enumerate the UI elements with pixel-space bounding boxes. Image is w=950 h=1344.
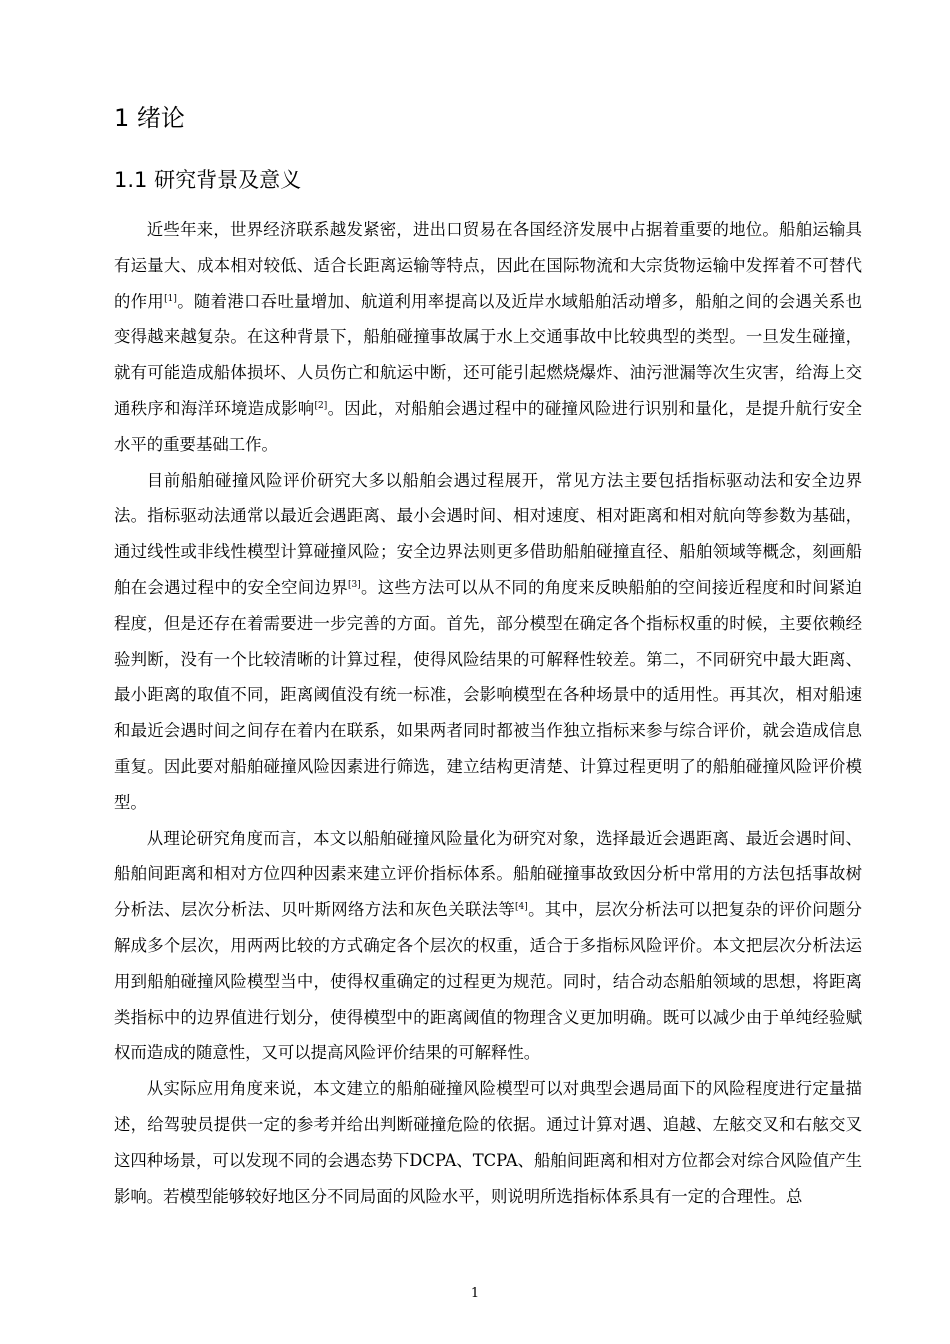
body-text [114,212,862,1214]
paragraph-text: 从实际应用角度来说，本文建立的船舶碰撞风险模型可以对典型会遇局面下的风险程度进行定量描述，给驾驶员提供一定的参考并给出判断碰撞危险的依据。通过计算对遇、追越、左舷交叉和右舷交叉这四种场景，可以发现不同的会遇态势下DCPA、TCPA、船舶间距离和相对方位都会对综合风险值产生影响。若模型能够较好地区分不同局面的风险水平，则说明所选指标体系具有一定的合理性。总 [114,1079,862,1206]
paragraph-text: 近些年来，世界经济联系越发紧密，进出口贸易在各国经济发展中占据着重要的地位。船舶运输具有运量大、成本相对较低、适合长距离运输等特点，因此在国际物流和大宗货物运输中发挥着不可替代的作用 [114,220,862,311]
paragraph-text: 。随着港口吞吐量增加、航道利用率提高以及近岸水域船舶活动增多，船舶之间的会遇关系也变得越来越复杂。在这种背景下，船舶碰撞事故属于水上交通事故中比较典型的类型。一旦发生碰撞，就有可能造成船体损坏、人员伤亡和航运中断，还可能引起燃烧爆炸、油污泄漏等次生灾害，给海上交通秩序和海洋环境造成影响 [114,291,863,418]
section-title: 1.1 研究背景及意义 [114,168,302,192]
citation-marker: [4] [515,902,528,913]
citation-marker: [3] [347,579,361,590]
paragraph-text: 。这些方法可以从不同的角度来反映船舶的空间接近程度和时间紧迫程度，但是还存在着需要进一步完善的方面。首先，部分模型在确定各个指标权重的时候，主要依赖经验判断，没有一个比较清晰的计算过程，使得风险结果的可解释性较差。第二，不同研究中最大距离、最小距离的取值不同，距离阈值没有统一标准，会影响模型在各种场景中的适用性。再其次，相对船速和最近会遇时间之间存在着内在联系，如果两者同时都被当作独立指标来参与综合评价，就会造成信息重复。因此要对船舶碰撞风险因素进行筛选，建立结构更清楚、计算过程更明了的船舶碰撞风险评价模型。 [114,577,863,812]
page-number: 1 [470,1286,480,1301]
paragraph-text: 从理论研究角度而言，本文以船舶碰撞风险量化为研究对象，选择最近会遇距离、最近会遇时间、船舶间距离和相对方位四种因素来建立评价指标体系。船舶碰撞事故致因分析中常用的方法包括事故树分析法、层次分析法、贝叶斯网络方法和灰色关联法等 [114,828,862,920]
paragraph-text: 目前船舶碰撞风险评价研究大多以船舶会遇过程展开，常见方法主要包括指标驱动法和安全边界法。指标驱动法通常以最近会遇距离、最小会遇时间、相对速度、相对距离和相对航向等参数为基础，通过线性或非线性模型计算碰撞风险；安全边界法则更多借助船舶碰撞直径、船舶领域等概念，刻画船舶在会遇过程中的安全空间边界 [114,470,862,597]
paragraph-4 [114,1071,862,1214]
paragraph-3 [114,821,862,1072]
citation-marker: [2] [314,400,328,411]
paragraph-text: 。其中，层次分析法可以把复杂的评价问题分解成多个层次，用两两比较的方式确定各个层次的权重，适合于多指标风险评价。本文把层次分析法运用到船舶碰撞风险模型当中，使得权重确定的过程更为规范。同时，结合动态船舶领域的思想，将距离类指标中的边界值进行划分，使得模型中的距离阈值的物理含义更加明确。既可以减少由于单纯经验赋权而造成的随意性，又可以提高风险评价结果的可解释性。 [114,900,863,1063]
paragraph-1 [114,212,862,463]
citation-marker: [1] [164,293,177,304]
chapter-title: 1 绪论 [114,104,185,132]
paragraph-2 [114,463,862,821]
paragraph-text: 。因此，对船舶会遇过程中的碰撞风险进行识别和量化，是提升航行安全水平的重要基础工作。 [114,398,863,454]
